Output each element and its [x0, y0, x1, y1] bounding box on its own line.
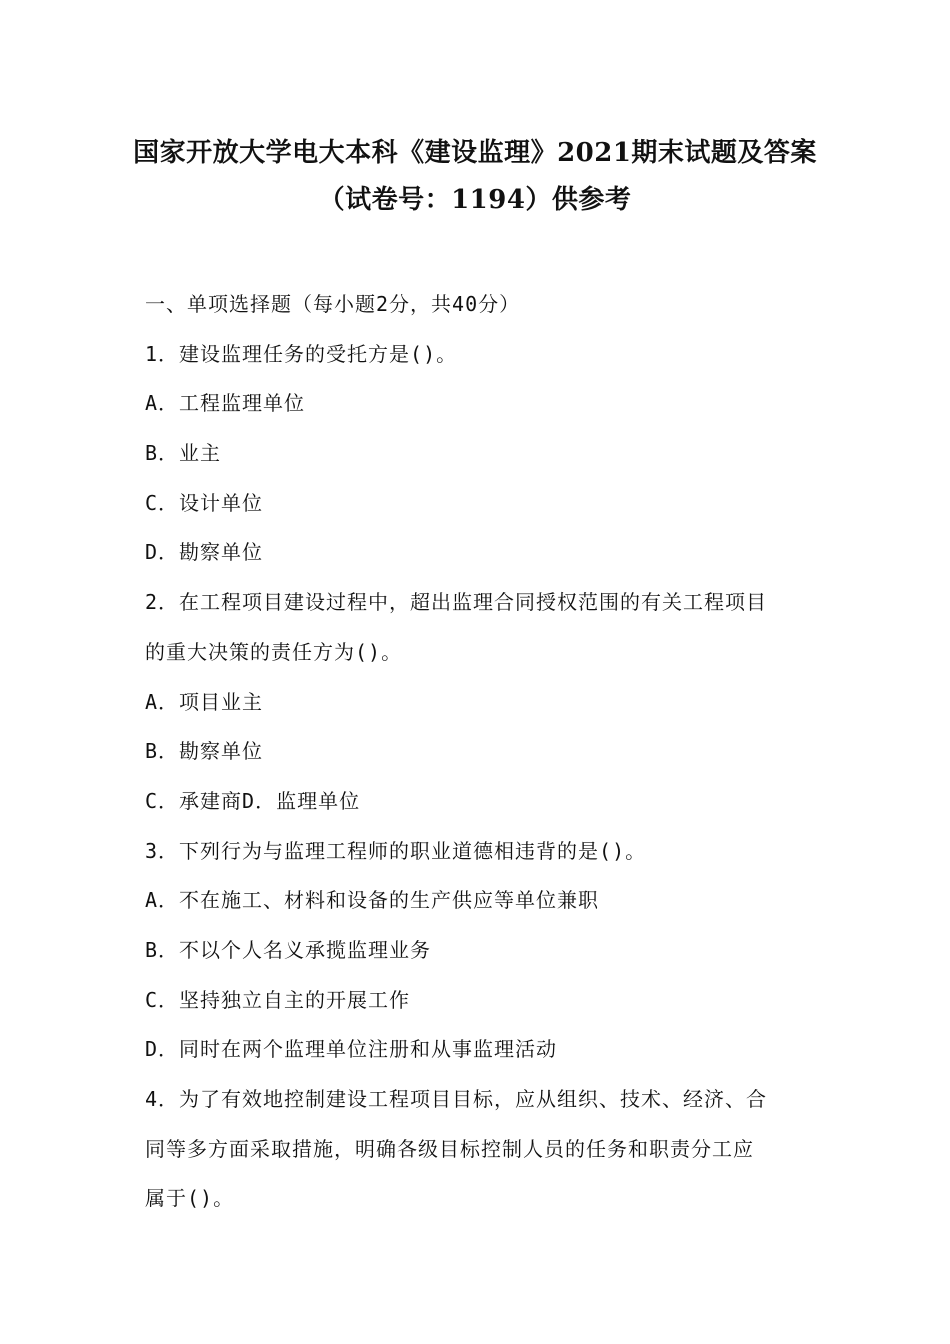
question-1-option-d: D．勘察单位	[145, 540, 264, 565]
question-1-option-b: B．业主	[145, 441, 222, 466]
question-2-option-a: A．项目业主	[145, 689, 264, 714]
question-2-line-2: 的重大决策的责任方为()。	[145, 639, 403, 664]
question-1-option-c: C．设计单位	[145, 490, 264, 515]
question-1-option-a: A．工程监理单位	[145, 391, 306, 416]
question-3-option-b: B．不以个人名义承揽监理业务	[145, 937, 432, 962]
document-title-line-1: 国家开放大学电大本科《建设监理》2021期末试题及答案	[133, 138, 817, 168]
question-3-option-a: A．不在施工、材料和设备的生产供应等单位兼职	[145, 888, 600, 913]
question-3-option-d: D．同时在两个监理单位注册和从事监理活动	[145, 1037, 558, 1062]
question-1: 1．建设监理任务的受托方是()。	[145, 341, 458, 366]
question-2-option-b: B．勘察单位	[145, 739, 264, 764]
question-2-line-1: 2．在工程项目建设过程中，超出监理合同授权范围的有关工程项目	[145, 590, 768, 615]
question-4-line-2: 同等多方面采取措施，明确各级目标控制人员的任务和职责分工应	[145, 1136, 754, 1161]
question-3-option-c: C．坚持独立自主的开展工作	[145, 987, 411, 1012]
question-4-line-1: 4．为了有效地控制建设工程项目目标，应从组织、技术、经济、合	[145, 1087, 768, 1111]
question-4-line-3: 属于()。	[145, 1186, 235, 1211]
section-heading: 一、单项选择题（每小题2分，共40分）	[145, 292, 521, 316]
question-2-option-cd: C．承建商D．监理单位	[145, 788, 361, 813]
question-3: 3．下列行为与监理工程师的职业道德相违背的是()。	[145, 838, 647, 863]
document-body	[145, 280, 815, 1224]
document-title-line-2: （试卷号：1194）供参考	[318, 185, 632, 215]
